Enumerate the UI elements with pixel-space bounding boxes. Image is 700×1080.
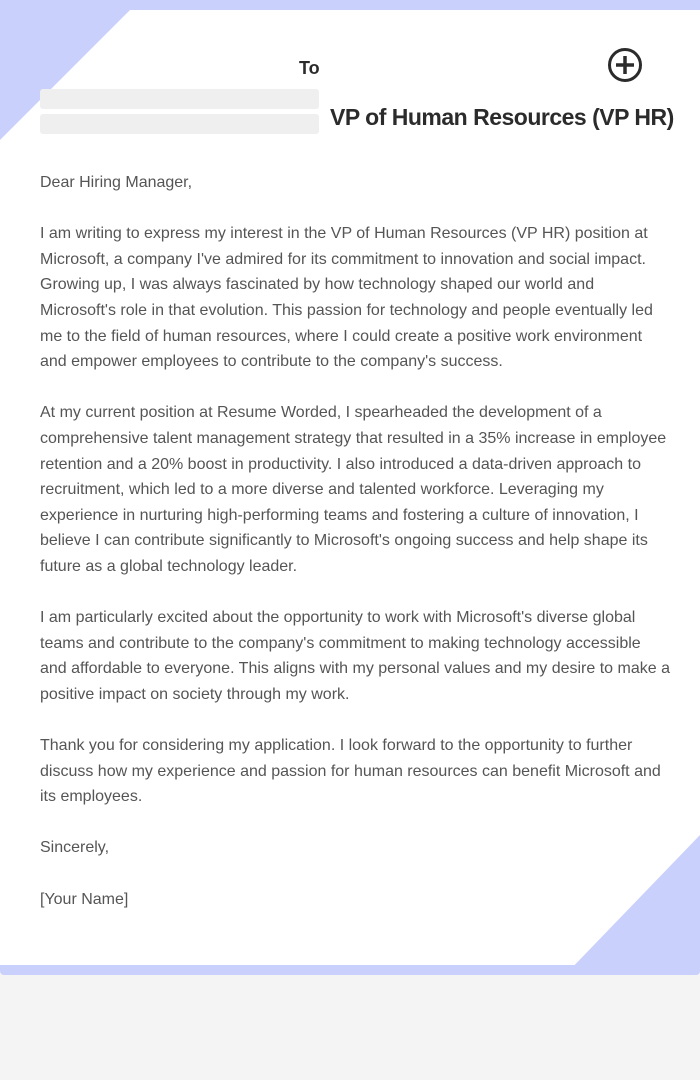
recipient-address-placeholder xyxy=(40,114,319,134)
recipient-name-placeholder xyxy=(40,89,319,109)
recipient-to-label: To xyxy=(299,58,320,78)
job-title-heading: VP of Human Resources (VP HR) xyxy=(330,104,674,130)
closing: Sincerely, xyxy=(40,839,110,857)
signature: [Your Name] xyxy=(40,890,129,908)
letter-body xyxy=(40,170,670,938)
letter-paragraph: Thank you for considering my application. I look forward to the opportunity to further discuss how my experience and passion for human resources can benefit Microsoft and its employees. xyxy=(40,737,661,806)
letter-paragraph: I am particularly excited about the opportunity to work with Microsoft's diverse global teams and contribute to the company's commitment to making technology accessible and affordable to everyone. This aligns with my personal values and my desire to make a positive impact on society through my work. xyxy=(40,609,670,703)
plus-circle-icon[interactable] xyxy=(607,47,643,83)
letter-paragraph: I am writing to express my interest in the VP of Human Resources (VP HR) position at Microsoft, a company I've admired for its commitment to innovation and social impact. Growing up, I was always fascinated by how technology shaped our world and Microsoft's role in that evolution. This passion for technology and people eventually led me to the field of human resources, where I could create a positive work environment and empower employees to contribute to the company's success. xyxy=(40,225,653,371)
letter-paragraph: At my current position at Resume Worded, I spearheaded the development of a comprehensive talent management strategy that resulted in a 35% increase in employee retention and a 20% boost in productivity. I also introduced a data-driven approach to recruitment, which led to a more diverse and talented workforce. Leveraging my experience in nurturing high-performing teams and fostering a culture of innovation, I believe I can contribute significantly to Microsoft's ongoing success and help shape its future as a global technology leader. xyxy=(40,404,667,575)
bottom-accent-band xyxy=(0,965,700,975)
salutation: Dear Hiring Manager, xyxy=(40,174,193,191)
